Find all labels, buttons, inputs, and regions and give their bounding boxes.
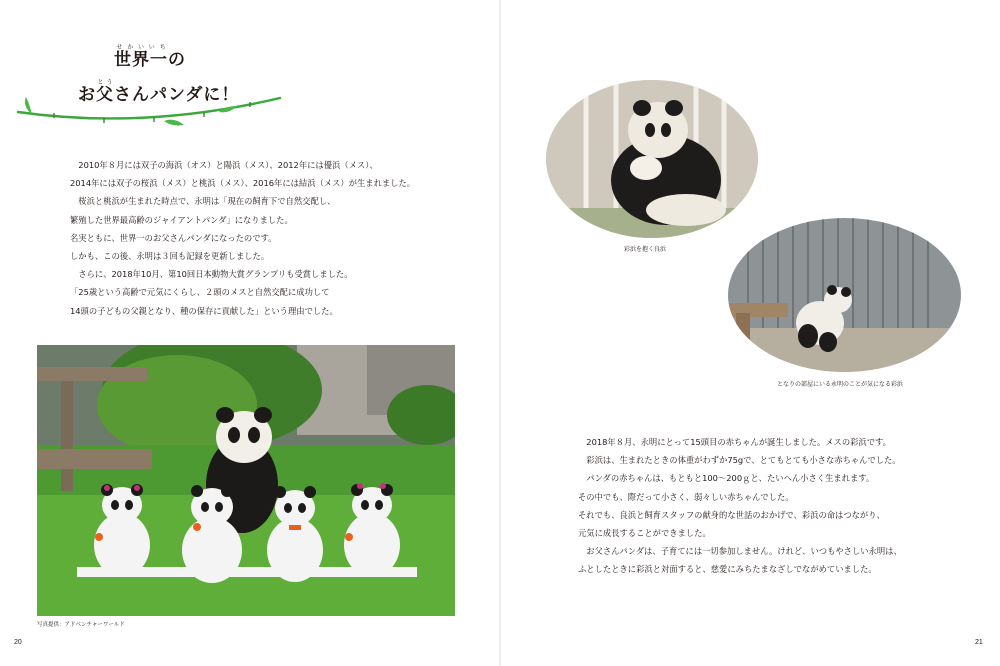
left-body-text	[70, 156, 415, 320]
cub-panda-illustration	[728, 218, 961, 372]
photo-mother-holding-cub	[546, 80, 758, 238]
paragraph-line: 2014年には双子の桜浜（メス）と桃浜（メス）、2016年には結浜（メス）が生まれました。	[70, 178, 416, 189]
heading-furigana: とう	[96, 79, 114, 86]
paragraph-line: 2018年８月、永明にとって15頭目の赤ちゃんが誕生しました。メスの彩浜です。	[578, 437, 891, 447]
heading-furigana: せかいいち	[114, 44, 168, 51]
heading-particle: の	[168, 50, 186, 70]
heading-line-1	[114, 44, 240, 69]
photo-cub-looking-next-room	[728, 218, 961, 372]
caption-photo-1: 彩浜を抱く良浜	[624, 246, 667, 253]
mother-panda-illustration	[546, 80, 758, 238]
paragraph-line: 彩浜は、生まれたときの体重がわずか75gで、とてもとても小さな赤ちゃんでした。	[578, 455, 901, 466]
paragraph-line: 14頭の子どもの父親となり、種の保存に貢献した」という理由でした。	[70, 305, 338, 316]
paragraph-line: お父さんパンダは、子育てには一切参加しません。けれど、いつもやさしい永明は、	[578, 546, 902, 557]
main-photo-panda-with-snow-pandas	[37, 345, 455, 616]
paragraph-line: 繁殖した世界最高齢のジャイアントパンダ」になりました。	[70, 214, 293, 225]
right-body-text	[578, 433, 902, 579]
paragraph-line: 元気に成長することができました。	[578, 528, 711, 539]
page-fold	[499, 0, 501, 666]
page-number-left: 20	[14, 639, 22, 646]
heading-prefix: お	[78, 85, 96, 105]
paragraph-line: パンダの赤ちゃんは、もともと100～200ｇと、たいへん小さく生まれます。	[578, 473, 875, 484]
paragraph-line: 名実ともに、世界一のお父さんパンダになったのです。	[70, 232, 277, 243]
heading-kanji-sekaiichi: 世界一	[114, 50, 168, 70]
bamboo-branch-icon	[14, 90, 284, 130]
heading-kanji-tou: 父	[96, 85, 114, 105]
page-number-right: 21	[975, 639, 983, 646]
paragraph-line: 2010年８月には双子の海浜（オス）と陽浜（メス）、2012年には優浜（メス）、	[70, 160, 378, 170]
paragraph-line: 桜浜と桃浜が生まれた時点で、永明は「現在の飼育下で自然交配し、	[70, 196, 336, 207]
paragraph-line: 「25歳という高齢で元気にくらし、２頭のメスと自然交配に成功して	[70, 287, 330, 298]
paragraph-line: ふとしたときに彩浜と対面すると、慈愛にみちたまなざしでながめていました。	[578, 564, 877, 575]
heading-rest: さんパンダに！	[114, 85, 240, 105]
caption-photo-2: となりの部屋にいる永明のことが気になる彩浜	[777, 381, 904, 388]
paragraph-line: さらに、2018年10月、第10回日本動物大賞グランプリも受賞しました。	[70, 269, 353, 280]
paragraph-line: その中でも、際だって小さく、弱々しい赤ちゃんでした。	[578, 491, 794, 502]
panda-photo-illustration	[37, 345, 455, 616]
paragraph-line: それでも、良浜と飼育スタッフの献身的な世話のおかげで、彩浜の命はつながり、	[578, 509, 885, 520]
paragraph-line: しかも、この後、永明は３回も記録を更新しました。	[70, 251, 270, 262]
photo-credit: 写真提供：アドベンチャーワールド	[37, 622, 125, 628]
